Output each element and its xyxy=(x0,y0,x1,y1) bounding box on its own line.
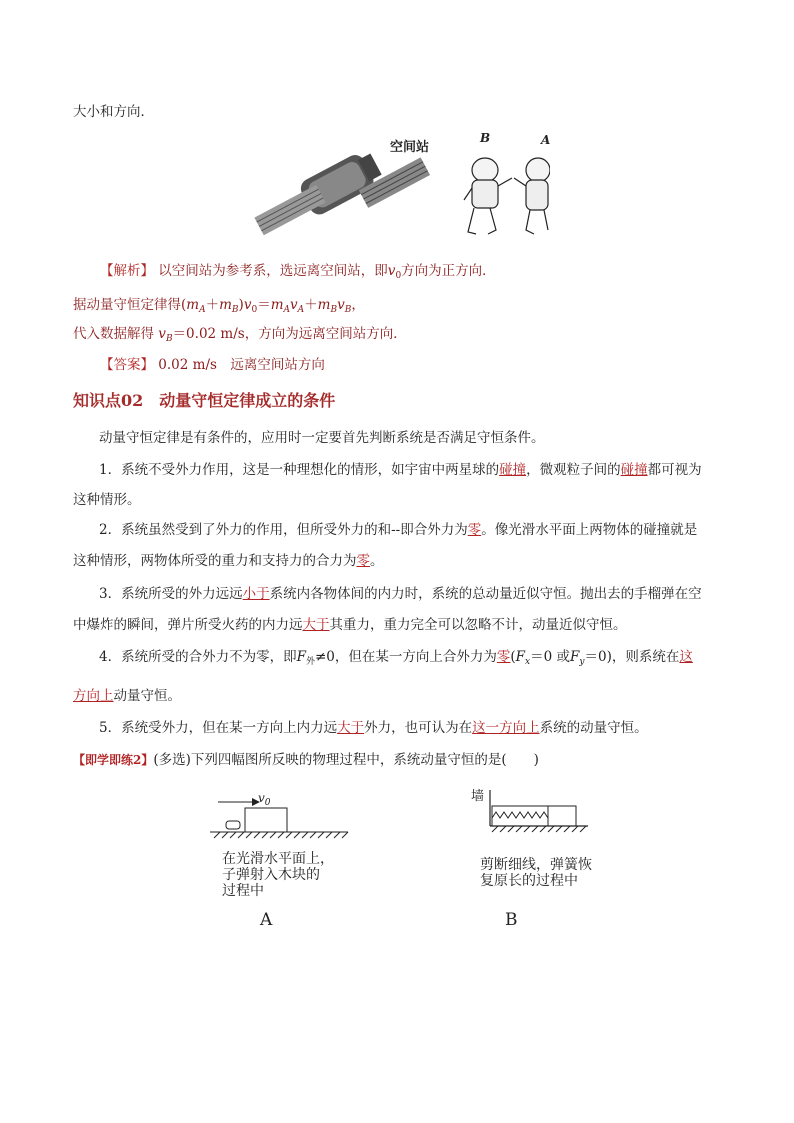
answer-tag: 【答案】 xyxy=(100,357,154,373)
figure-b-diagram xyxy=(476,780,596,840)
section-intro: 动量守恒定律是有条件的，应用时一定要首先判断系统是否满足守恒条件。 xyxy=(99,430,545,446)
analysis-text-3b: ＝0.02 m/s，方向为远离空间站方向． xyxy=(172,326,407,342)
underlined-term: 这一方向上 xyxy=(472,720,540,736)
underlined-term: 零 xyxy=(356,553,370,569)
answer-text: 0.02 m/s 远离空间站方向 xyxy=(158,357,325,373)
underlined-term: 大于 xyxy=(337,720,365,736)
underlined-term: 这 xyxy=(679,649,693,665)
analysis-line-2: 据动量守恒定律得$(m_A+m_B)v_0=m_Av_A+m_Bv_B$， xyxy=(73,297,365,315)
item-5-line: 5．系统受外力，但在某一方向上内力远大于外力，也可认为在这一方向上系统的动量守恒。 xyxy=(99,720,648,736)
intro-tail: 大小和方向． xyxy=(73,104,154,120)
figure-b-letter: B xyxy=(505,910,518,930)
exercise-text: (多选)下列四幅图所反映的物理过程中，系统动量守恒的是( ) xyxy=(153,752,539,768)
answer-line xyxy=(100,353,325,373)
item-2-line-1: 2．系统虽然受到了外力的作用，但所受外力的和--即合外力为零。像光滑水平面上两物体的碰撞就是 xyxy=(99,522,698,538)
astronaut-a-label: A xyxy=(541,133,551,147)
figure-a-diagram xyxy=(210,790,360,848)
wall-spring-diagram xyxy=(476,780,596,840)
underlined-term: 小于 xyxy=(242,586,270,602)
item-2-line-2: 这种情形，两物体所受的重力和支持力的合力为零。 xyxy=(73,553,384,569)
analysis-text-1b: 方向为正方向． xyxy=(401,263,496,279)
item-4-line-2: 方向上动量守恒。 xyxy=(73,688,181,704)
wall-label: 墙 xyxy=(471,789,485,804)
analysis-tag: 【解析】 xyxy=(100,263,154,279)
item-3-line-2: 中爆炸的瞬间，弹片所受火药的内力远大于其重力，重力完全可以忽略不计，动量近似守恒。 xyxy=(73,617,627,633)
underlined-term: 零 xyxy=(496,649,511,665)
underlined-term: 零 xyxy=(467,522,482,538)
underlined-term: 方向上 xyxy=(73,688,114,704)
underlined-term: 大于 xyxy=(302,617,330,633)
exercise-tag: 【即学即练2】 xyxy=(73,753,154,767)
item-1-line-1: 1．系统不受外力作用，这是一种理想化的情形，如宇宙中两星球的碰撞，微观粒子间的碰撞都可视为 xyxy=(99,462,702,478)
figure-a-caption: 在光滑水平面上， 子弹射入木块的 过程中 xyxy=(222,851,334,899)
analysis-text-3a: 代入数据解得 xyxy=(73,326,154,342)
analysis-text-1a: 以空间站为参考系，选远离空间站，即 xyxy=(158,263,388,279)
analysis-text-2: 据动量守恒定律得 xyxy=(73,297,181,313)
astronaut-b-label: B xyxy=(480,131,491,145)
section-heading: 知识点02 动量守恒定律成立的条件 xyxy=(73,391,336,410)
velocity-label: $v_0$ xyxy=(258,791,271,808)
figure-a-letter: A xyxy=(260,910,273,930)
item-4-line-1: 4．系统所受的合外力不为零，即$F_外\ne 0$，但在某一方向上合外力为零($F_x=0$ 或$F_y=0$)，则系统在这 xyxy=(99,649,693,667)
bullet-block-diagram xyxy=(210,790,360,848)
exercise-line xyxy=(73,748,539,768)
item-3-line-1: 3．系统所受的外力远远小于系统内各物体间的内力时，系统的总动量近似守恒。抛出去的手榴弹在空 xyxy=(99,586,702,602)
station-label: 空间站 xyxy=(390,140,430,155)
figure-b-caption: 剪断细线，弹簧恢 复原长的过程中 xyxy=(480,857,592,889)
item-1-line-2: 这种情形。 xyxy=(73,492,141,508)
analysis-line-1: 【解析】 以空间站为参考系，选远离空间站，即$v_0$方向为正方向． xyxy=(100,263,496,281)
analysis-line-3: 代入数据解得 $v_B=0.02$ m/s，方向为远离空间站方向． xyxy=(73,326,407,344)
underlined-term: 碰撞 xyxy=(499,462,527,478)
underlined-term: 碰撞 xyxy=(620,462,648,478)
